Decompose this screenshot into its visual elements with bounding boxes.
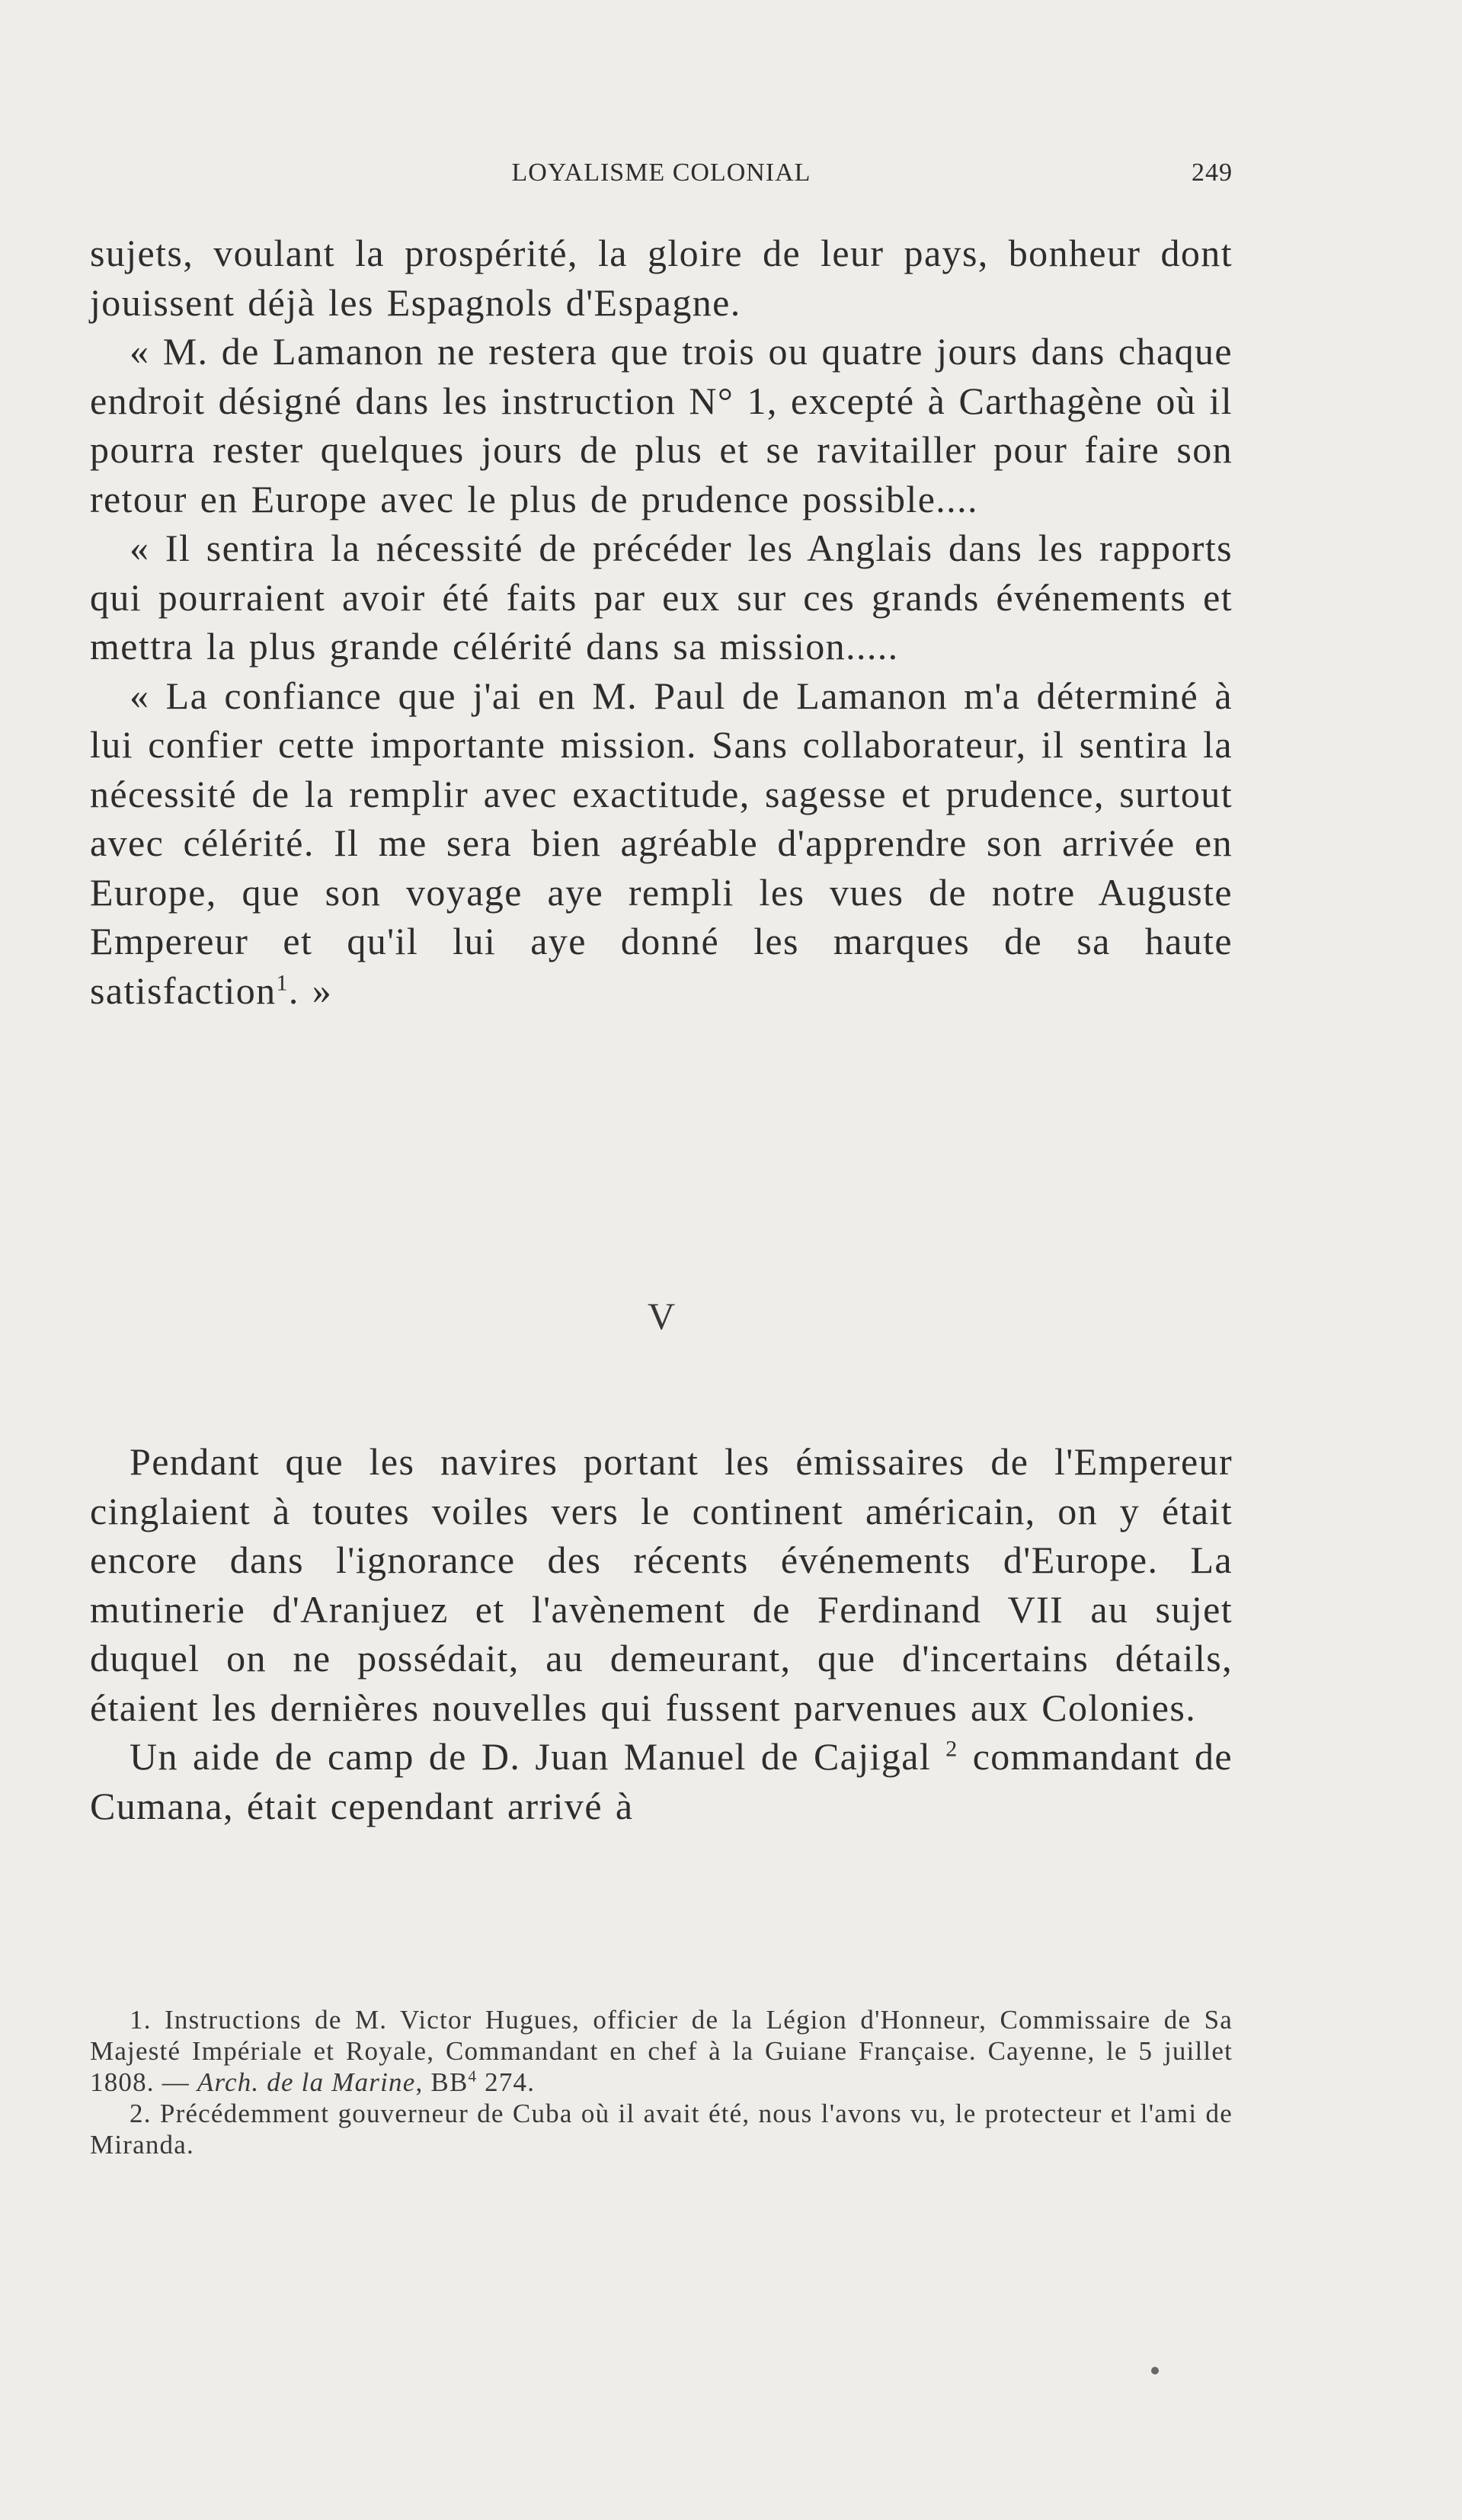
paragraph: sujets, voulant la prospérité, la gloire de leur pays, bonheur dont jouissent déjà les Espagnols d'Espagne. [90, 232, 1233, 324]
footnotes [90, 2004, 1233, 2160]
paragraph-text: Un aide de camp de D. Juan Manuel de Cajigal [130, 1735, 932, 1778]
footnote-2: 2. Précédemment gouverneur de Cuba où il avait été, nous l'avons vu, le protecteur et l'ami de Miranda. [90, 2099, 1233, 2160]
paragraph: « Il sentira la nécessité de précéder les Anglais dans les rapports qui pourraient avoir été faits par eux sur ces grands événements et mettra la plus grande célérité dans sa mission..... [90, 527, 1233, 668]
section-heading: V [647, 1295, 676, 1337]
running-header [90, 159, 1233, 192]
paragraph-text: commandant de Cumana, était cependant arrivé à [90, 1735, 1233, 1827]
letter-continuation [90, 229, 1233, 1015]
footnote-archive: Arch. de la Marine [197, 2067, 416, 2097]
paragraph: Pendant que les navires portant les émissaires de l'Empereur cinglaient à toutes voiles vers le continent américain, on y était encore dans l'ignorance des récents événements d'Europe. La mutinerie d'Aranjuez et l'avènement de Ferdinand VII au sujet duquel on ne possédait, au demeurant, que d'incertains détails, étaient les dernières nouvelles qui fussent parvenues aux Colonies. [90, 1440, 1233, 1729]
page-number: 249 [1192, 159, 1233, 187]
footnote-ref-end: 274. [477, 2067, 536, 2097]
quote-close: . » [288, 969, 333, 1012]
footnote-ref-sup: 4 [468, 2067, 478, 2086]
paragraph [90, 1732, 1233, 1830]
footnote-1 [90, 2004, 1233, 2098]
footnote-text: 1. Instructions de M. Victor Hugues, officier de la Légion d'Honneur, Commissaire de Sa Majesté Impériale et Royale, Commandant en chef à la Guiane Française. Cayenne, le 5 juillet 1808. — [90, 2005, 1233, 2097]
footnote-ref-1: 1 [276, 969, 289, 995]
paragraph-text: « La confiance que j'ai en M. Paul de Lamanon m'a déterminé à lui confier cette importante mission. Sans collaborateur, il sentira la nécessité de la remplir avec exactitude, sagesse et prudence, surtout avec célérité. Il me sera bien agréable d'apprendre son arrivée en Europe, que son voyage aye rempli les vues de notre Auguste Empereur et qu'il lui aye donné les marques de sa haute satisfaction [90, 674, 1233, 1012]
paragraph: « M. de Lamanon ne restera que trois ou quatre jours dans chaque endroit désigné dans les instruction N° 1, excepté à Carthagène où il pourra rester quelques jours de plus et se ravitailler pour faire son retour en Europe avec le plus de prudence possible.... [90, 330, 1233, 520]
footnote-ref-2: 2 [945, 1736, 958, 1762]
section-body [90, 1437, 1233, 1830]
ink-speck [1151, 2367, 1159, 2374]
footnote-ref: , BB [415, 2067, 469, 2097]
paragraph [90, 671, 1233, 1016]
running-title: LOYALISME COLONIAL [511, 159, 811, 187]
